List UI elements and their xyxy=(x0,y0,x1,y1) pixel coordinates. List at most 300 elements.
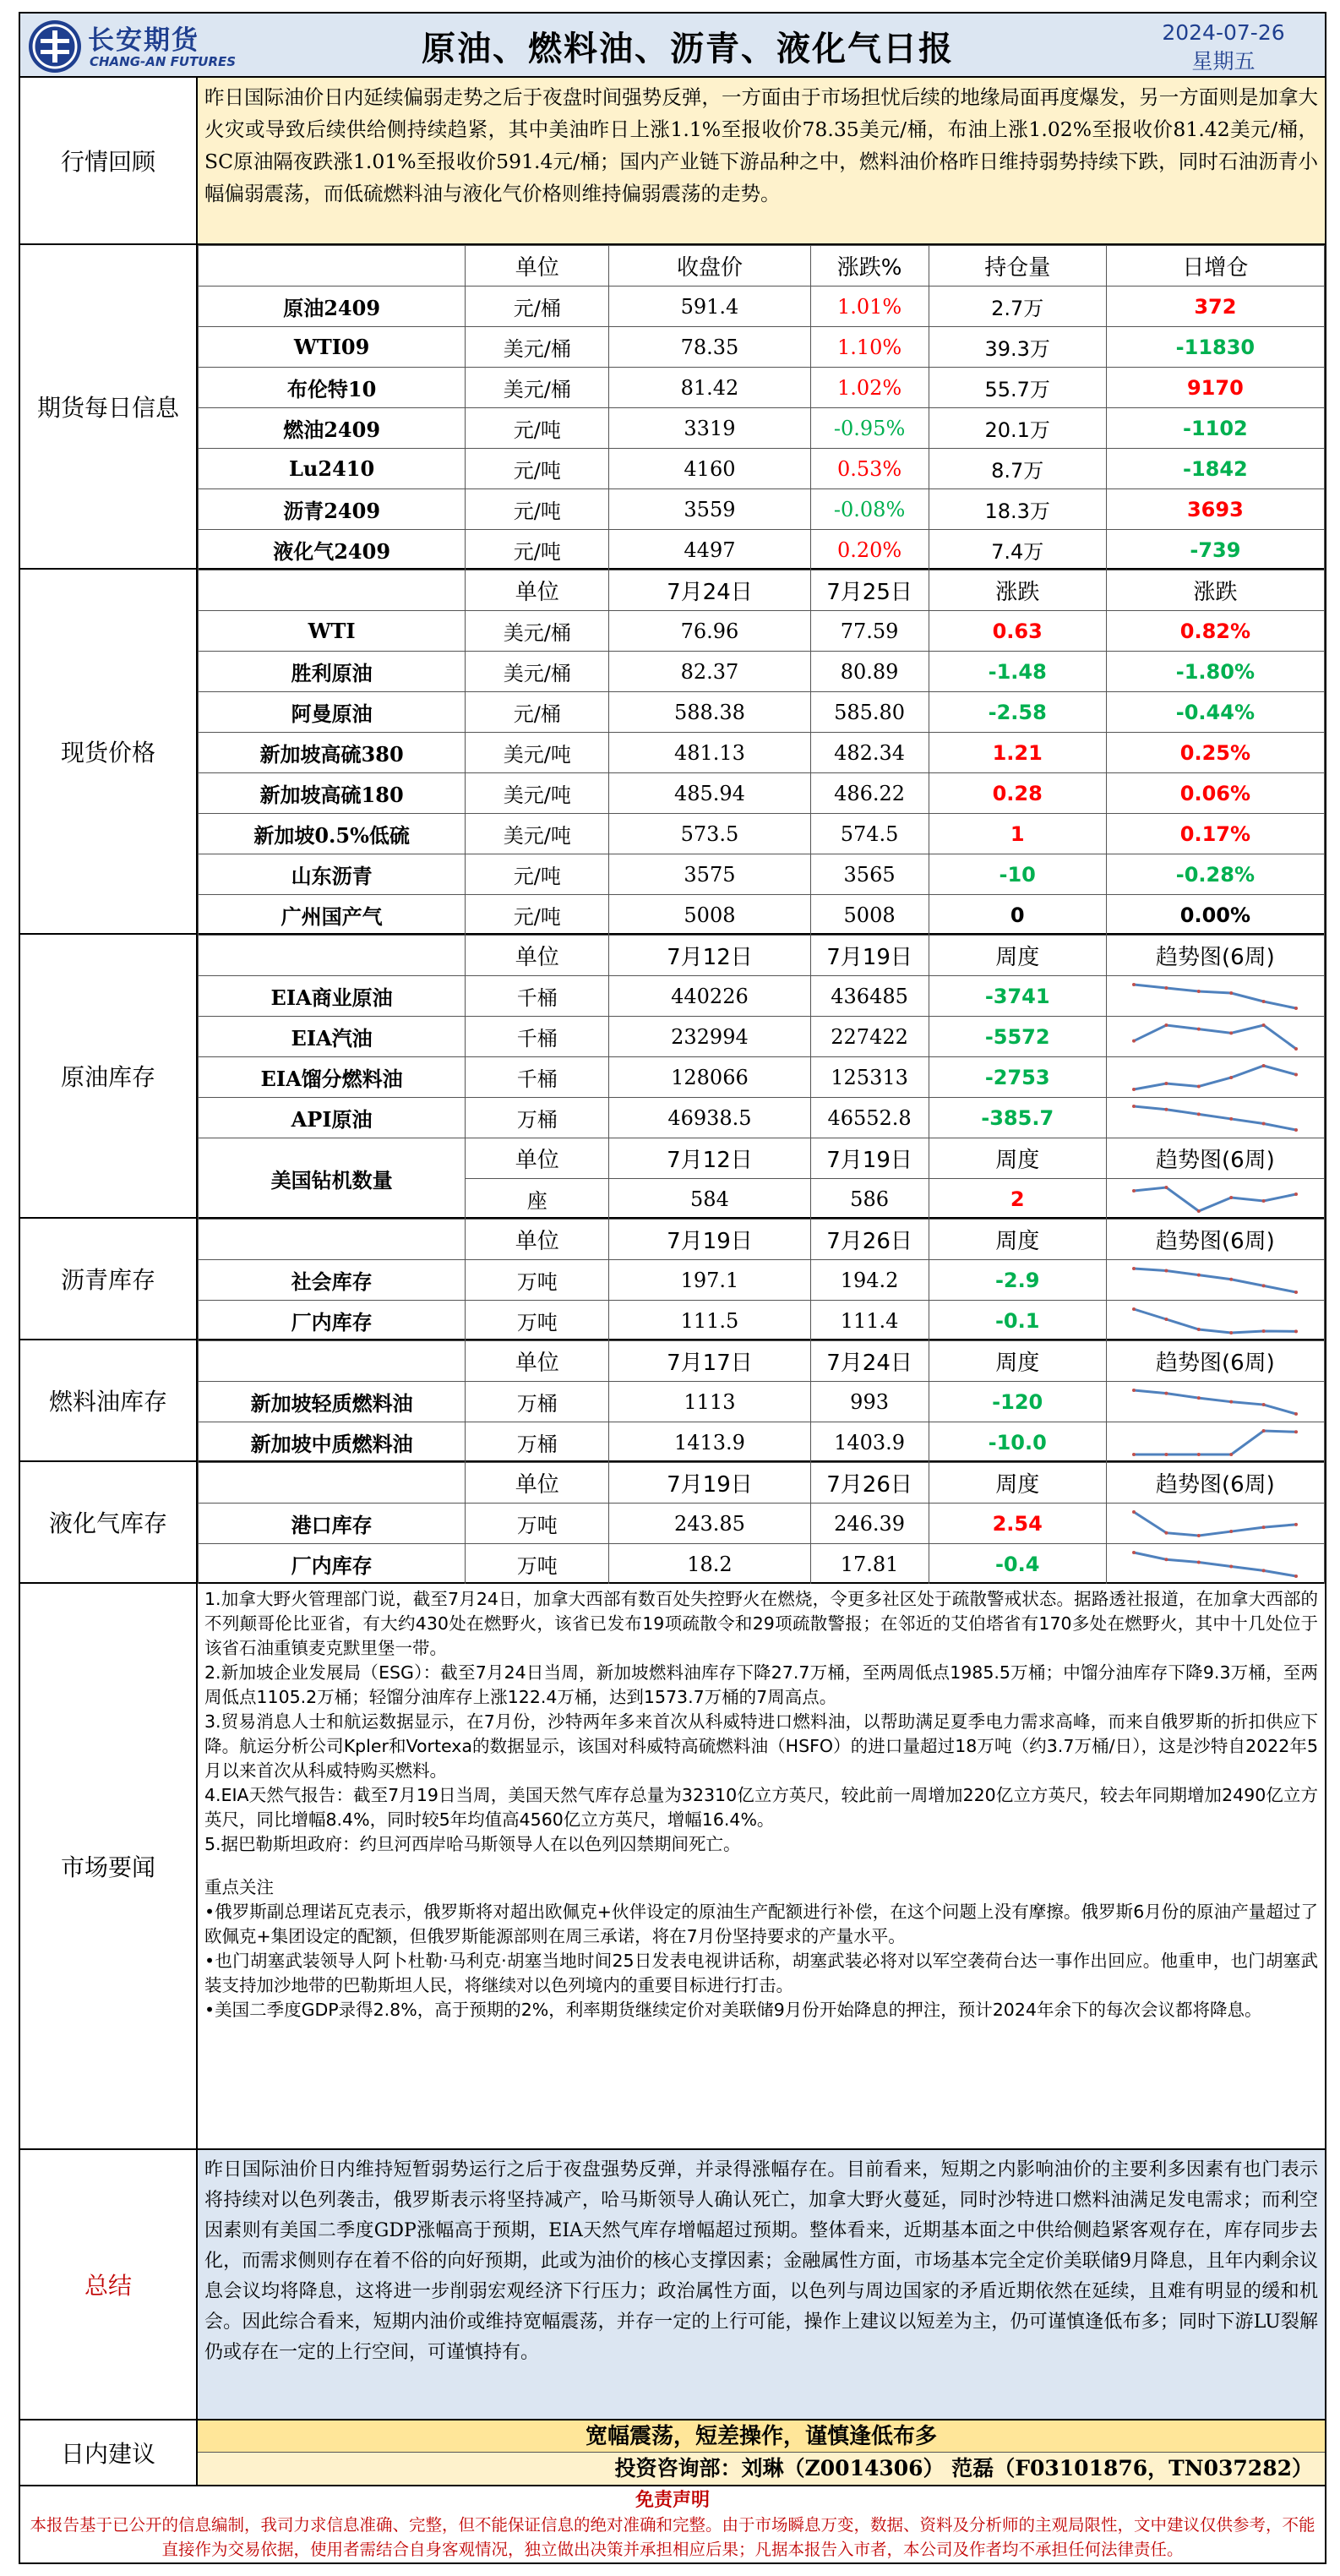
trend-sparkline xyxy=(1130,1427,1299,1458)
weekly-change: -0.1 xyxy=(929,1301,1106,1341)
table-header-row xyxy=(199,570,1325,611)
weekly-change: -385.7 xyxy=(929,1098,1106,1138)
price-day1: 485.94 xyxy=(609,773,810,814)
change-percent: 0.06% xyxy=(1106,773,1324,814)
focus-item: •也门胡塞武装领导人阿卜杜勒·马利克·胡塞当地时间25日发表电视讲话称，胡塞武装必将对以军空袭荷台达一事作出回应。他重申，也门胡塞武装支持加沙地带的巴勒斯坦人民，将继续对以色列境内的重要目标进行打击。 xyxy=(204,1951,1318,1995)
sparkline-point xyxy=(1262,1000,1266,1003)
close-price: 3319 xyxy=(609,408,810,449)
analyst-contact: 投资咨询部：刘琳（Z0014306） 范磊（F03101876，TN037282） xyxy=(198,2453,1325,2485)
trend-cell xyxy=(1106,976,1324,1017)
unit-cell: 万吨 xyxy=(466,1260,609,1301)
section-spot-prices xyxy=(19,570,1326,935)
sparkline-point xyxy=(1230,1277,1234,1280)
unit-cell: 千桶 xyxy=(466,976,609,1017)
column-header: 周度 xyxy=(929,1463,1106,1504)
inventory-name: EIA汽油 xyxy=(199,1017,466,1057)
news-item: 4.EIA天然气报告：截至7月19日当周，美国天然气库存总量为32310亿立方英尺，较此前一周增加220亿立方英尺，较去年同期增加2490亿立方英尺，同比增幅8.4%，同时较5年均值高4560亿立方英尺，增幅16.4%。 xyxy=(204,1785,1318,1830)
section-label: 原油库存 xyxy=(20,935,198,1217)
inventory-name: API原油 xyxy=(199,1098,466,1138)
sparkline-point xyxy=(1230,1031,1234,1034)
section-asphalt-inventory xyxy=(19,1219,1326,1340)
sparkline-point xyxy=(1165,1269,1168,1272)
column-header: 趋势图(6周) xyxy=(1106,1138,1324,1179)
date-value: 2024-07-26 xyxy=(1162,20,1285,45)
sparkline-point xyxy=(1132,1267,1136,1270)
change-value: -1.48 xyxy=(929,652,1106,692)
trend-sparkline xyxy=(1130,1062,1299,1093)
daily-oi-change: 3693 xyxy=(1106,489,1324,530)
price-day1: 3575 xyxy=(609,854,810,895)
crude-inventory-table xyxy=(198,935,1325,1220)
sparkline-point xyxy=(1294,1575,1298,1578)
sparkline-point xyxy=(1165,1453,1168,1456)
column-header: 趋势图(6周) xyxy=(1106,936,1324,976)
daily-oi-change: -11830 xyxy=(1106,327,1324,368)
value-prev: 46938.5 xyxy=(609,1098,810,1138)
sparkline-point xyxy=(1197,1112,1201,1116)
table-row xyxy=(199,287,1325,327)
price-day2: 574.5 xyxy=(810,814,929,854)
change-value: 0 xyxy=(929,895,1106,936)
column-header: 7月26日 xyxy=(810,1220,929,1260)
table-row xyxy=(199,1017,1325,1057)
sparkline-point xyxy=(1294,1128,1298,1132)
sparkline-point xyxy=(1197,990,1201,993)
unit-cell: 美元/桶 xyxy=(466,327,609,368)
trend-cell xyxy=(1106,1544,1324,1585)
trend-sparkline xyxy=(1130,1184,1299,1214)
sparkline-point xyxy=(1197,1209,1201,1213)
sparkline-line xyxy=(1134,1553,1296,1576)
futures-table xyxy=(198,245,1325,570)
change-percent: -0.95% xyxy=(810,408,929,449)
change-percent: 0.82% xyxy=(1106,611,1324,652)
market-review-text: 昨日国际油价日内延续偏弱走势之后于夜盘时间强势反弹，一方面由于市场担忧后续的地缘局面再度爆发，另一方面则是加拿大火灾或导致后续供给侧持续趋紧，其中美油昨日上涨1.1%至报收价78.35美元/桶，布油上涨1.02%至报收价81.42美元/桶，SC原油隔夜跌涨1.01%至报收价591.4元/桶；国内产业链下游品种之中，燃料油价格昨日维持弱势持续下跌，同时石油沥青小幅偏弱震荡，而低硫燃料油与液化气价格则维持偏弱震荡的走势。 xyxy=(198,78,1325,243)
weekly-change: 2.54 xyxy=(929,1504,1106,1544)
table-row xyxy=(199,733,1325,773)
value-prev: 243.85 xyxy=(609,1504,810,1544)
trend-cell xyxy=(1106,1382,1324,1422)
trend-cell xyxy=(1106,1098,1324,1138)
column-header: 持仓量 xyxy=(929,246,1106,287)
value-prev: 111.5 xyxy=(609,1301,810,1341)
spot-name: 新加坡高硫380 xyxy=(199,733,466,773)
spot-table xyxy=(198,570,1325,936)
unit-cell: 元/吨 xyxy=(466,854,609,895)
column-header: 趋势图(6周) xyxy=(1106,1463,1324,1504)
value-curr: 993 xyxy=(810,1382,929,1422)
close-price: 4160 xyxy=(609,449,810,489)
weekly-change: 2 xyxy=(929,1179,1106,1220)
spot-name: 山东沥青 xyxy=(199,854,466,895)
change-percent: 1.10% xyxy=(810,327,929,368)
price-day1: 82.37 xyxy=(609,652,810,692)
value-curr: 436485 xyxy=(810,976,929,1017)
sparkline-point xyxy=(1165,1391,1168,1394)
sparkline-point xyxy=(1294,1522,1298,1525)
column-header: 趋势图(6周) xyxy=(1106,1341,1324,1382)
sparkline-point xyxy=(1262,1199,1266,1203)
column-header: 单位 xyxy=(466,246,609,287)
section-label: 行情回顾 xyxy=(20,78,198,243)
open-interest: 2.7万 xyxy=(929,287,1106,327)
sparkline-line xyxy=(1134,1390,1296,1414)
close-price: 78.35 xyxy=(609,327,810,368)
unit-cell: 万桶 xyxy=(466,1098,609,1138)
table-row xyxy=(199,1260,1325,1301)
weekly-change: -2753 xyxy=(929,1057,1106,1098)
sparkline-line xyxy=(1134,1106,1296,1130)
sparkline-point xyxy=(1197,1084,1201,1088)
sparkline-point xyxy=(1132,1453,1136,1456)
unit-cell: 美元/桶 xyxy=(466,368,609,408)
table-row xyxy=(199,489,1325,530)
column-header xyxy=(199,936,466,976)
section-summary xyxy=(19,2150,1326,2420)
spot-name: 新加坡高硫180 xyxy=(199,773,466,814)
value-prev: 197.1 xyxy=(609,1260,810,1301)
sparkline-point xyxy=(1132,1389,1136,1392)
value-curr: 194.2 xyxy=(810,1260,929,1301)
sparkline-line xyxy=(1134,1025,1296,1049)
daily-oi-change: 372 xyxy=(1106,287,1324,327)
daily-oi-change: -1102 xyxy=(1106,408,1324,449)
rig-header-row xyxy=(199,1138,1325,1179)
sparkline-point xyxy=(1132,1307,1136,1311)
table-row xyxy=(199,976,1325,1017)
section-market-review xyxy=(19,78,1326,245)
sparkline-point xyxy=(1165,1558,1168,1561)
unit-cell: 万吨 xyxy=(466,1504,609,1544)
inventory-name: 厂内库存 xyxy=(199,1301,466,1341)
inventory-name: EIA馏分燃料油 xyxy=(199,1057,466,1098)
table-row xyxy=(199,814,1325,854)
change-percent: 1.02% xyxy=(810,368,929,408)
spot-name: 广州国产气 xyxy=(199,895,466,936)
section-fuel-oil-inventory xyxy=(19,1340,1326,1462)
change-percent: -1.80% xyxy=(1106,652,1324,692)
column-header xyxy=(199,1220,466,1260)
table-row xyxy=(199,652,1325,692)
column-header: 单位 xyxy=(466,1463,609,1504)
section-label: 期货每日信息 xyxy=(20,245,198,568)
fuel-oil-inventory-table xyxy=(198,1340,1325,1463)
sparkline-point xyxy=(1197,1328,1201,1331)
column-header: 单位 xyxy=(466,1341,609,1382)
unit-cell: 美元/桶 xyxy=(466,611,609,652)
report-page xyxy=(19,12,1326,2564)
price-day1: 481.13 xyxy=(609,733,810,773)
weekly-change: -120 xyxy=(929,1382,1106,1422)
sparkline-line xyxy=(1134,1066,1296,1089)
sparkline-line xyxy=(1134,1187,1296,1211)
column-header: 7月19日 xyxy=(609,1220,810,1260)
sparkline-point xyxy=(1230,1331,1234,1334)
sparkline-point xyxy=(1165,1318,1168,1321)
price-day1: 5008 xyxy=(609,895,810,936)
spot-name: 胜利原油 xyxy=(199,652,466,692)
sparkline-line xyxy=(1134,1269,1296,1292)
table-header-row xyxy=(199,1220,1325,1260)
table-row xyxy=(199,1504,1325,1544)
close-price: 3559 xyxy=(609,489,810,530)
table-header-row xyxy=(199,936,1325,976)
spot-name: 阿曼原油 xyxy=(199,692,466,733)
sparkline-point xyxy=(1294,1412,1298,1416)
column-header: 周度 xyxy=(929,1138,1106,1179)
price-day2: 5008 xyxy=(810,895,929,936)
sparkline-point xyxy=(1294,1047,1298,1051)
section-label: 总结 xyxy=(20,2150,198,2419)
sparkline-point xyxy=(1165,1531,1168,1534)
inventory-name: 社会库存 xyxy=(199,1260,466,1301)
sparkline-point xyxy=(1132,983,1136,986)
sparkline-point xyxy=(1132,1039,1136,1042)
unit-cell: 元/吨 xyxy=(466,530,609,570)
trend-sparkline xyxy=(1130,1549,1299,1580)
sparkline-point xyxy=(1262,1023,1266,1027)
change-percent: 0.20% xyxy=(810,530,929,570)
sparkline-point xyxy=(1230,1564,1234,1568)
report-date xyxy=(1139,19,1308,76)
weekly-change: -0.4 xyxy=(929,1544,1106,1585)
sparkline-point xyxy=(1165,1082,1168,1085)
column-header: 7月12日 xyxy=(609,936,810,976)
table-row xyxy=(199,530,1325,570)
change-value: 1 xyxy=(929,814,1106,854)
trend-sparkline xyxy=(1130,1387,1299,1417)
value-curr: 17.81 xyxy=(810,1544,929,1585)
value-curr: 586 xyxy=(810,1179,929,1220)
column-header: 周度 xyxy=(929,936,1106,976)
section-crude-inventory xyxy=(19,935,1326,1219)
unit-cell: 元/吨 xyxy=(466,489,609,530)
table-row xyxy=(199,611,1325,652)
unit-cell: 千桶 xyxy=(466,1057,609,1098)
contract-name: 液化气2409 xyxy=(199,530,466,570)
sparkline-point xyxy=(1132,1510,1136,1514)
sparkline-line xyxy=(1134,1512,1296,1536)
section-lpg-inventory xyxy=(19,1462,1326,1584)
table-row xyxy=(199,327,1325,368)
table-row xyxy=(199,408,1325,449)
column-header xyxy=(199,570,466,611)
open-interest: 18.3万 xyxy=(929,489,1106,530)
sparkline-point xyxy=(1197,1027,1201,1030)
sparkline-point xyxy=(1294,1007,1298,1010)
change-value: 0.28 xyxy=(929,773,1106,814)
spot-name: WTI xyxy=(199,611,466,652)
table-row xyxy=(199,1382,1325,1422)
change-percent: -0.28% xyxy=(1106,854,1324,895)
price-day1: 76.96 xyxy=(609,611,810,652)
sparkline-point xyxy=(1294,1291,1298,1294)
unit-cell: 美元/桶 xyxy=(466,652,609,692)
section-futures-daily xyxy=(19,245,1326,570)
value-prev: 232994 xyxy=(609,1017,810,1057)
sparkline-point xyxy=(1132,1105,1136,1108)
price-day2: 3565 xyxy=(810,854,929,895)
sparkline-point xyxy=(1262,1329,1266,1333)
weekday-value: 星期五 xyxy=(1191,49,1256,74)
sparkline-point xyxy=(1262,1122,1266,1125)
change-value: -2.58 xyxy=(929,692,1106,733)
trend-cell xyxy=(1106,1057,1324,1098)
column-header: 趋势图(6周) xyxy=(1106,1220,1324,1260)
column-header: 周度 xyxy=(929,1341,1106,1382)
sparkline-point xyxy=(1197,1453,1201,1456)
table-row xyxy=(199,1057,1325,1098)
sparkline-point xyxy=(1294,1072,1298,1076)
value-curr: 1403.9 xyxy=(810,1422,929,1463)
change-percent: 0.53% xyxy=(810,449,929,489)
sparkline-point xyxy=(1197,1396,1201,1400)
summary-text: 昨日国际油价日内维持短暂弱势运行之后于夜盘强势反弹，并录得涨幅存在。目前看来，短期之内影响油价的主要利多因素有也门表示将持续对以色列袭击，俄罗斯表示将坚持减产，哈马斯领导人确认死亡，加拿大野火蔓延，同时沙特进口燃料油满足发电需求；而利空因素则有美国二季度GDP涨幅高于预期，EIA天然气库存增幅超过预期。整体看来，近期基本面之中供给侧趋紧客观存在，库存同步去化，而需求侧则存在着不俗的向好预期，此或为油价的核心支撑因素；金融属性方面，市场基本完全定价美联储9月降息，且年内剩余议息会议均将降息，这将进一步削弱宏观经济下行压力；政治属性方面，以色列与周边国家的矛盾近期依然在延续，且难有明显的缓和机会。因此综合看来，短期内油价或维持宽幅震荡，并存一定的上行可能，操作上建议以短差为主，仍可谨慎逢低布多；同时下游LU裂解仍或存在一定的上行空间，可谨慎持有。 xyxy=(198,2150,1325,2419)
focus-item: •美国二季度GDP录得2.8%，高于预期的2%，利率期货继续定价对美联储9月份开始降息的押注，预计2024年余下的每次会议都将降息。 xyxy=(204,2000,1262,2020)
close-price: 591.4 xyxy=(609,287,810,327)
change-percent: -0.44% xyxy=(1106,692,1324,733)
market-news-body xyxy=(198,1584,1325,2148)
value-prev: 440226 xyxy=(609,976,810,1017)
table-row xyxy=(199,1301,1325,1341)
price-day1: 588.38 xyxy=(609,692,810,733)
open-interest: 8.7万 xyxy=(929,449,1106,489)
open-interest: 7.4万 xyxy=(929,530,1106,570)
inventory-name: 厂内库存 xyxy=(199,1544,466,1585)
column-header: 单位 xyxy=(466,1220,609,1260)
focus-item: •俄罗斯副总理诺瓦克表示，俄罗斯将对超出欧佩克+伙伴设定的原油生产配额进行补偿，在这个问题上没有摩擦。俄罗斯6月份的原油产量超过了欧佩克+集团设定的配额，但俄罗斯能源部则在周三承诺，将在7月份坚持要求的产量水平。 xyxy=(204,1902,1318,1946)
unit-cell: 万桶 xyxy=(466,1382,609,1422)
value-prev: 18.2 xyxy=(609,1544,810,1585)
unit-cell: 万桶 xyxy=(466,1422,609,1463)
inventory-name: 新加坡中质燃料油 xyxy=(199,1422,466,1463)
sparkline-point xyxy=(1132,1088,1136,1091)
close-price: 81.42 xyxy=(609,368,810,408)
rig-count-name: 美国钻机数量 xyxy=(199,1138,466,1220)
value-prev: 1413.9 xyxy=(609,1422,810,1463)
unit-cell: 元/吨 xyxy=(466,895,609,936)
table-row xyxy=(199,854,1325,895)
contract-name: 燃油2409 xyxy=(199,408,466,449)
news-item: 2.新加坡企业发展局（ESG）：截至7月24日当周，新加坡燃料油库存下降27.7万桶，至两周低点1985.5万桶；中馏分油库存下降9.3万桶，至两周低点1105.2万桶；轻馏分油库存上涨122.4万桶，达到1573.7万桶的7周高点。 xyxy=(204,1662,1318,1707)
column-header xyxy=(199,246,466,287)
trend-cell xyxy=(1106,1422,1324,1463)
column-header: 日增仓 xyxy=(1106,246,1324,287)
sparkline-point xyxy=(1230,991,1234,995)
table-row xyxy=(199,368,1325,408)
sparkline-point xyxy=(1197,1273,1201,1276)
change-percent: 0.17% xyxy=(1106,814,1324,854)
table-header-row xyxy=(199,246,1325,287)
contract-name: WTI09 xyxy=(199,327,466,368)
table-row xyxy=(199,895,1325,936)
weekly-change: -5572 xyxy=(929,1017,1106,1057)
price-day2: 482.34 xyxy=(810,733,929,773)
unit-cell: 座 xyxy=(466,1179,609,1220)
table-header-row xyxy=(199,1341,1325,1382)
daily-oi-change: -1842 xyxy=(1106,449,1324,489)
value-curr: 246.39 xyxy=(810,1504,929,1544)
change-value: -10 xyxy=(929,854,1106,895)
trend-cell xyxy=(1106,1179,1324,1220)
open-interest: 20.1万 xyxy=(929,408,1106,449)
sparkline-point xyxy=(1230,1400,1234,1403)
sparkline-point xyxy=(1262,1429,1266,1433)
sparkline-point xyxy=(1132,1551,1136,1554)
column-header: 7月19日 xyxy=(810,936,929,976)
value-curr: 227422 xyxy=(810,1017,929,1057)
logo-chinese: 长安期货 xyxy=(88,25,199,56)
unit-cell: 元/桶 xyxy=(466,692,609,733)
trend-sparkline xyxy=(1130,1103,1299,1133)
table-row xyxy=(199,773,1325,814)
price-day2: 486.22 xyxy=(810,773,929,814)
change-percent: -0.08% xyxy=(810,489,929,530)
daily-oi-change: 9170 xyxy=(1106,368,1324,408)
value-curr: 46552.8 xyxy=(810,1098,929,1138)
sparkline-point xyxy=(1230,1076,1234,1079)
contract-name: 原油2409 xyxy=(199,287,466,327)
news-item: 3.贸易消息人士和航运数据显示，在7月份，沙特两年多来首次从科威特进口燃料油，以帮助满足夏季电力需求高峰，而来自俄罗斯的折扣供应下降。航运分析公司Kpler和Vortexa的数据显示，该国对科威特高硫燃料油（HSFO）的进口量超过18万吨（约3.7万桶/日），这是沙特自2022年5月以来首次从科威特购买燃料。 xyxy=(204,1711,1318,1781)
trend-cell xyxy=(1106,1301,1324,1341)
trend-cell xyxy=(1106,1260,1324,1301)
section-intraday-advice xyxy=(19,2420,1326,2486)
column-header: 收盘价 xyxy=(609,246,810,287)
open-interest: 39.3万 xyxy=(929,327,1106,368)
intraday-advice-text: 宽幅震荡，短差操作，谨慎逢低布多 xyxy=(198,2420,1325,2453)
unit-cell: 元/桶 xyxy=(466,287,609,327)
spot-name: 新加坡0.5%低硫 xyxy=(199,814,466,854)
column-header: 7月17日 xyxy=(609,1341,810,1382)
column-header: 7月25日 xyxy=(810,570,929,611)
disclaimer-title: 免责声明 xyxy=(635,2489,710,2511)
unit-cell: 万吨 xyxy=(466,1301,609,1341)
sparkline-point xyxy=(1294,1329,1298,1333)
table-header-row xyxy=(199,1463,1325,1504)
page-title: 原油、燃料油、沥青、液化气日报 xyxy=(422,30,954,68)
sparkline-point xyxy=(1294,1192,1298,1196)
close-price: 4497 xyxy=(609,530,810,570)
report-header xyxy=(19,12,1326,78)
news-item: 5.据巴勒斯坦政府：约旦河西岸哈马斯领导人在以色列囚禁期间死亡。 xyxy=(204,1834,741,1854)
sparkline-point xyxy=(1262,1064,1266,1067)
section-label: 液化气库存 xyxy=(20,1462,198,1582)
trend-cell xyxy=(1106,1017,1324,1057)
section-label: 日内建议 xyxy=(20,2420,198,2485)
sparkline-line xyxy=(1134,1431,1296,1454)
unit-cell: 万吨 xyxy=(466,1544,609,1585)
column-header: 涨跌 xyxy=(929,570,1106,611)
table-row xyxy=(199,692,1325,733)
column-header xyxy=(199,1463,466,1504)
value-prev: 584 xyxy=(609,1179,810,1220)
column-header: 7月26日 xyxy=(810,1463,929,1504)
sparkline-line xyxy=(1134,1309,1296,1333)
section-label: 现货价格 xyxy=(20,570,198,933)
column-header: 涨跌% xyxy=(810,246,929,287)
inventory-name: 新加坡轻质燃料油 xyxy=(199,1382,466,1422)
table-row xyxy=(199,1422,1325,1463)
open-interest: 55.7万 xyxy=(929,368,1106,408)
price-day2: 80.89 xyxy=(810,652,929,692)
sparkline-point xyxy=(1165,1023,1168,1027)
change-percent: 1.01% xyxy=(810,287,929,327)
value-curr: 111.4 xyxy=(810,1301,929,1341)
sparkline-point xyxy=(1132,1189,1136,1192)
company-logo-icon xyxy=(29,20,81,73)
sparkline-point xyxy=(1165,986,1168,990)
trend-sparkline xyxy=(1130,1265,1299,1296)
